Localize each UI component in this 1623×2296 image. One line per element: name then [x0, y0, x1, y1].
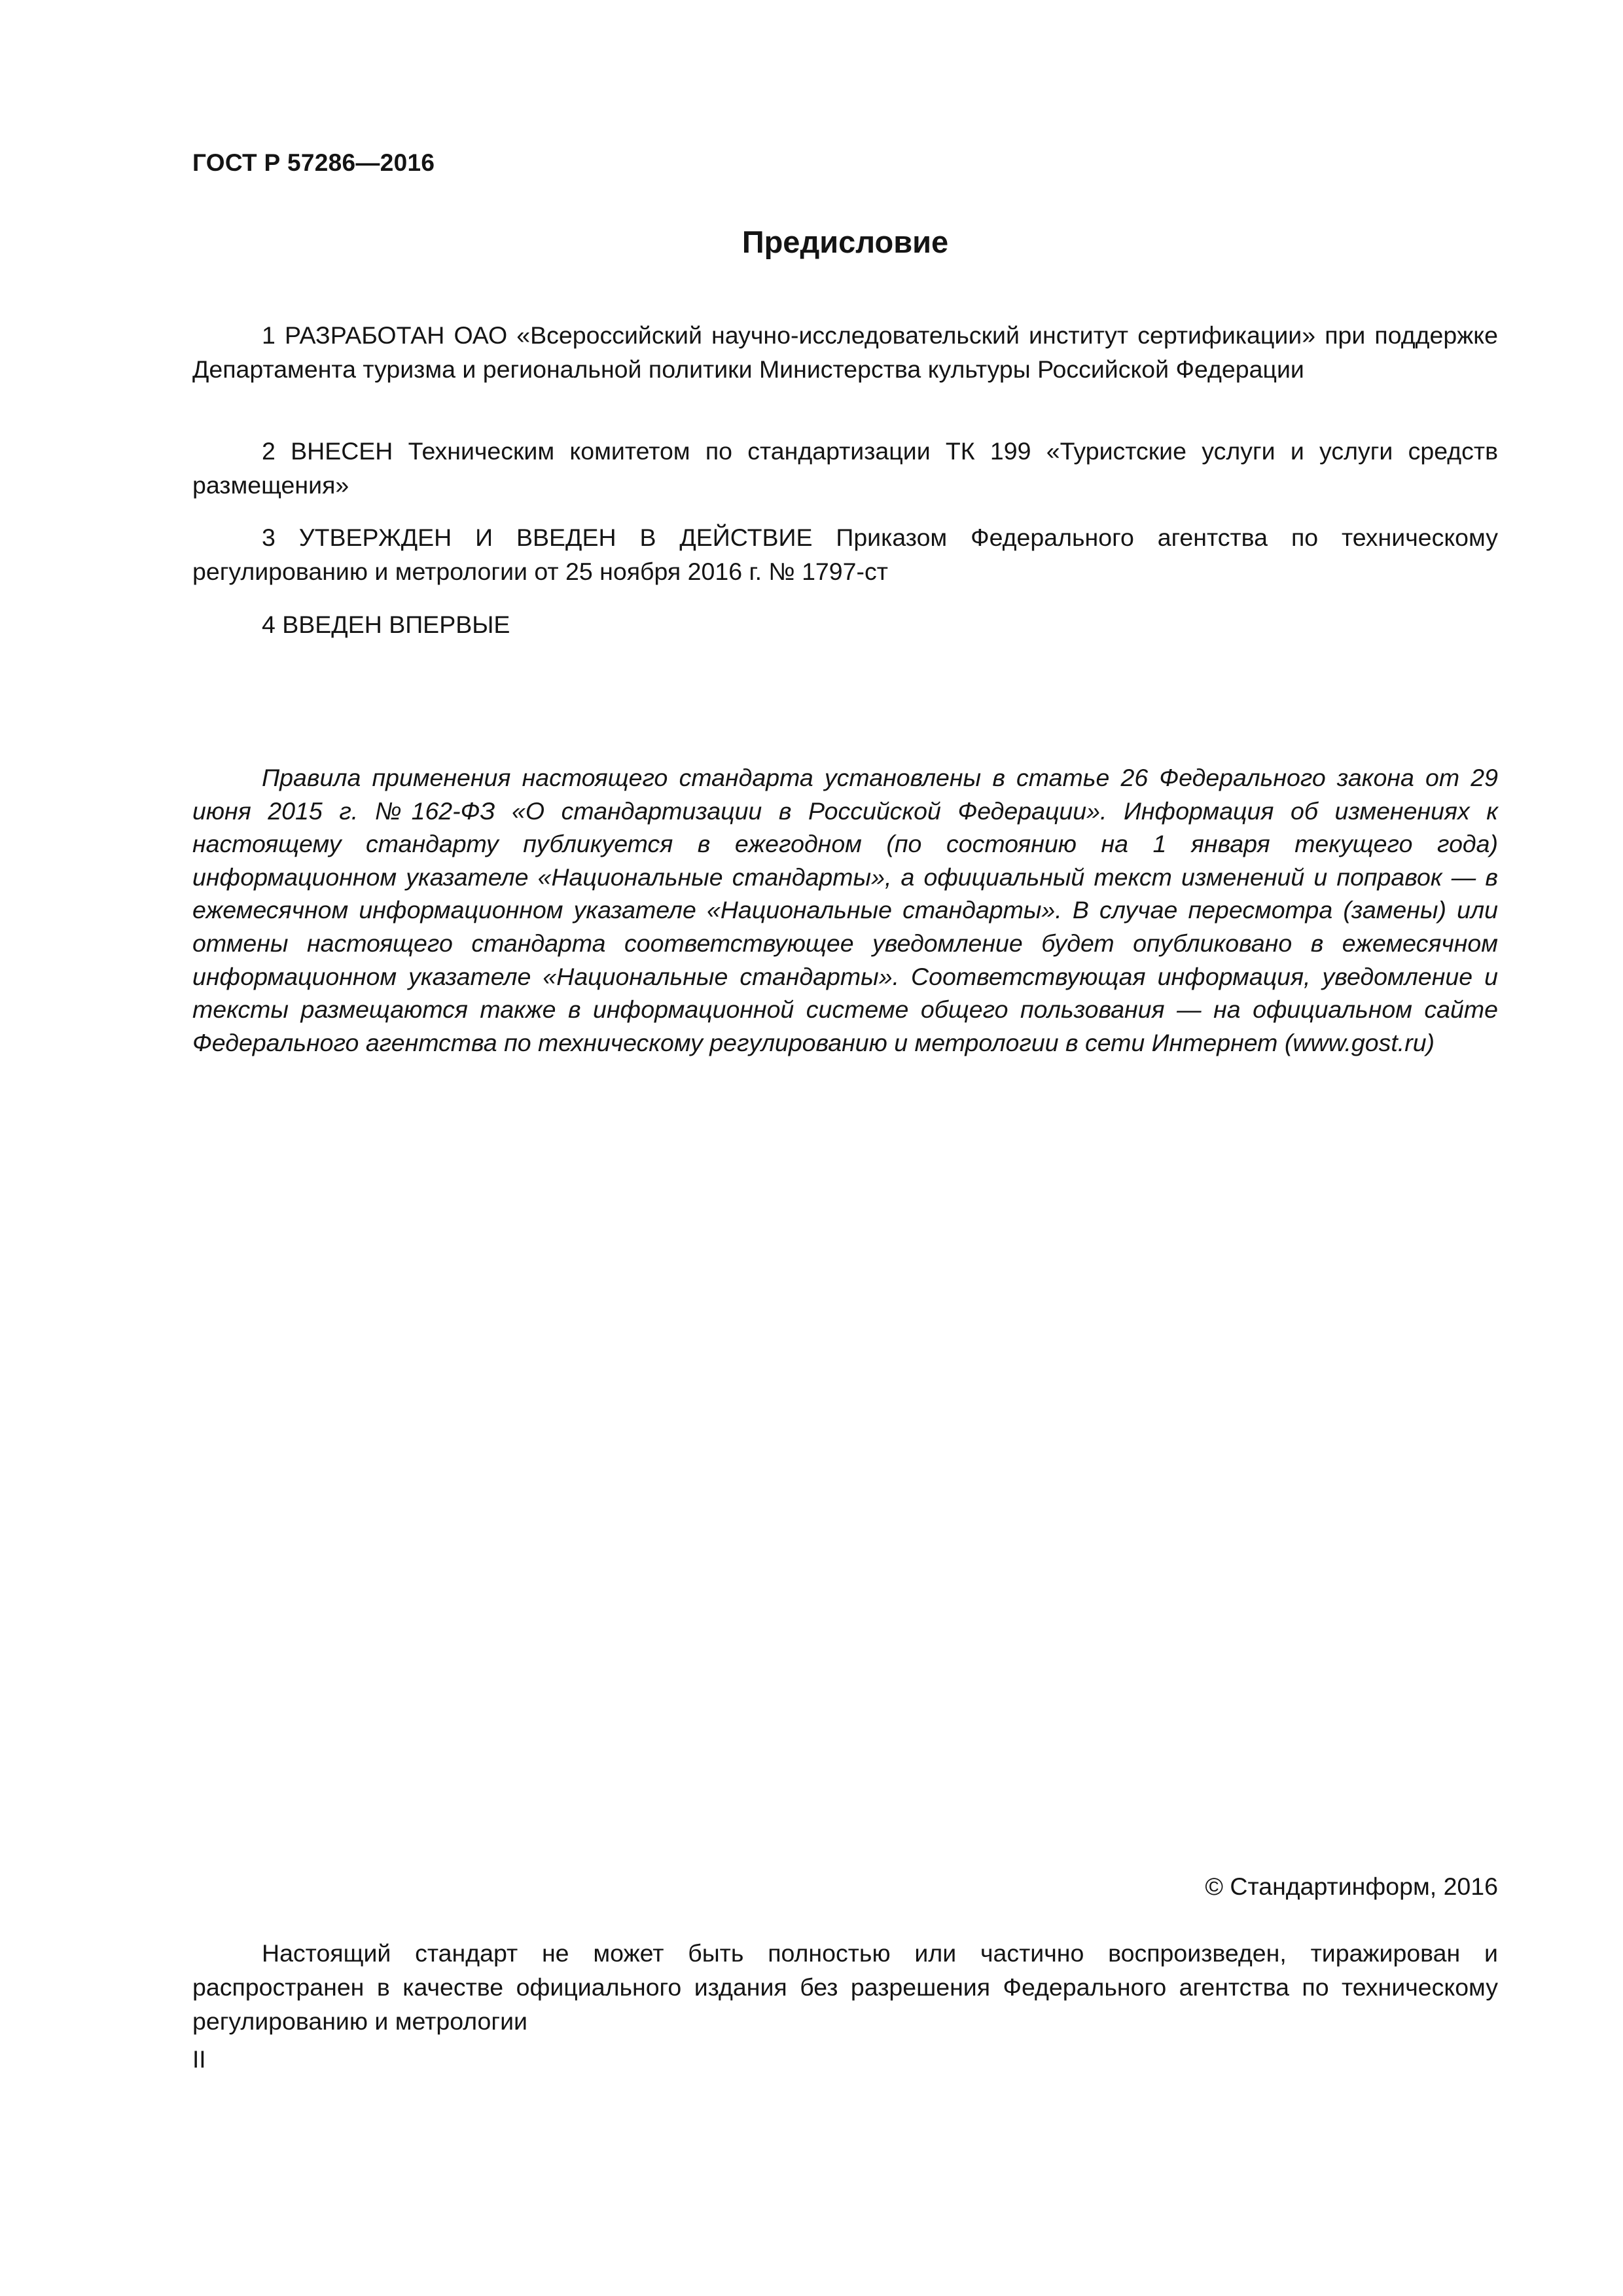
foreword-item-developed: 1 РАЗРАБОТАН ОАО «Всероссийский научно-исследовательский институт сертификации» при поддержке Департамента туризма и региональной политики Министерства культуры Российской Федерации: [192, 321, 1498, 383]
foreword-item-submitted: 2 ВНЕСЕН Техническим комитетом по стандартизации ТК 199 «Туристские услуги и услуги средств размещения»: [192, 437, 1498, 499]
copyright-notice: © Стандартинформ, 2016: [1205, 1873, 1498, 1900]
foreword-item-approved: 3 УТВЕРЖДЕН И ВВЕДЕН В ДЕЙСТВИЕ Приказом Федерального агентства по техническому регулированию и метрологии от 25 ноября 2016 г. № 1797-ст: [192, 524, 1498, 585]
standard-code: ГОСТ Р 57286—2016: [192, 149, 435, 176]
page-title: Предисловие: [741, 224, 949, 259]
page-number: II: [192, 2046, 206, 2073]
reproduction-notice: Настоящий стандарт не может быть полностью или частично воспроизведен, тиражирован и распространен в качестве официального издания без разрешения Федерального агентства по техническому регулированию и метрологии: [192, 1939, 1498, 2035]
application-rules-paragraph: Правила применения настоящего стандарта установлены в статье 26 Федерального закона от 29 июня 2015 г. №162-ФЗ «О стандартизации в Российской Федерации». Информация об изменениях к настоящему стандарту публикуется в ежегодном (по состоянию на 1 января текущего года) информационном указателе «Национальные стандарты», а официальный текст изменений и поправок — в ежемесячном информационном указателе «Национальные стандарты». В случае пересмотра (замены) или отмены настоящего стандарта соответствующее уведомление будет опубликовано в ежемесячном информационном указателе «Национальные стандарты». Соответствующая информация, уведомление и тексты размещаются также в информационной системе общего пользования — на официальном сайте Федерального агентства по техническому регулированию и метрологии в сети Интернет (www.gost.ru): [192, 764, 1498, 1056]
foreword-item-introduced: 4 ВВЕДЕН ВПЕРВЫЕ: [262, 611, 510, 638]
